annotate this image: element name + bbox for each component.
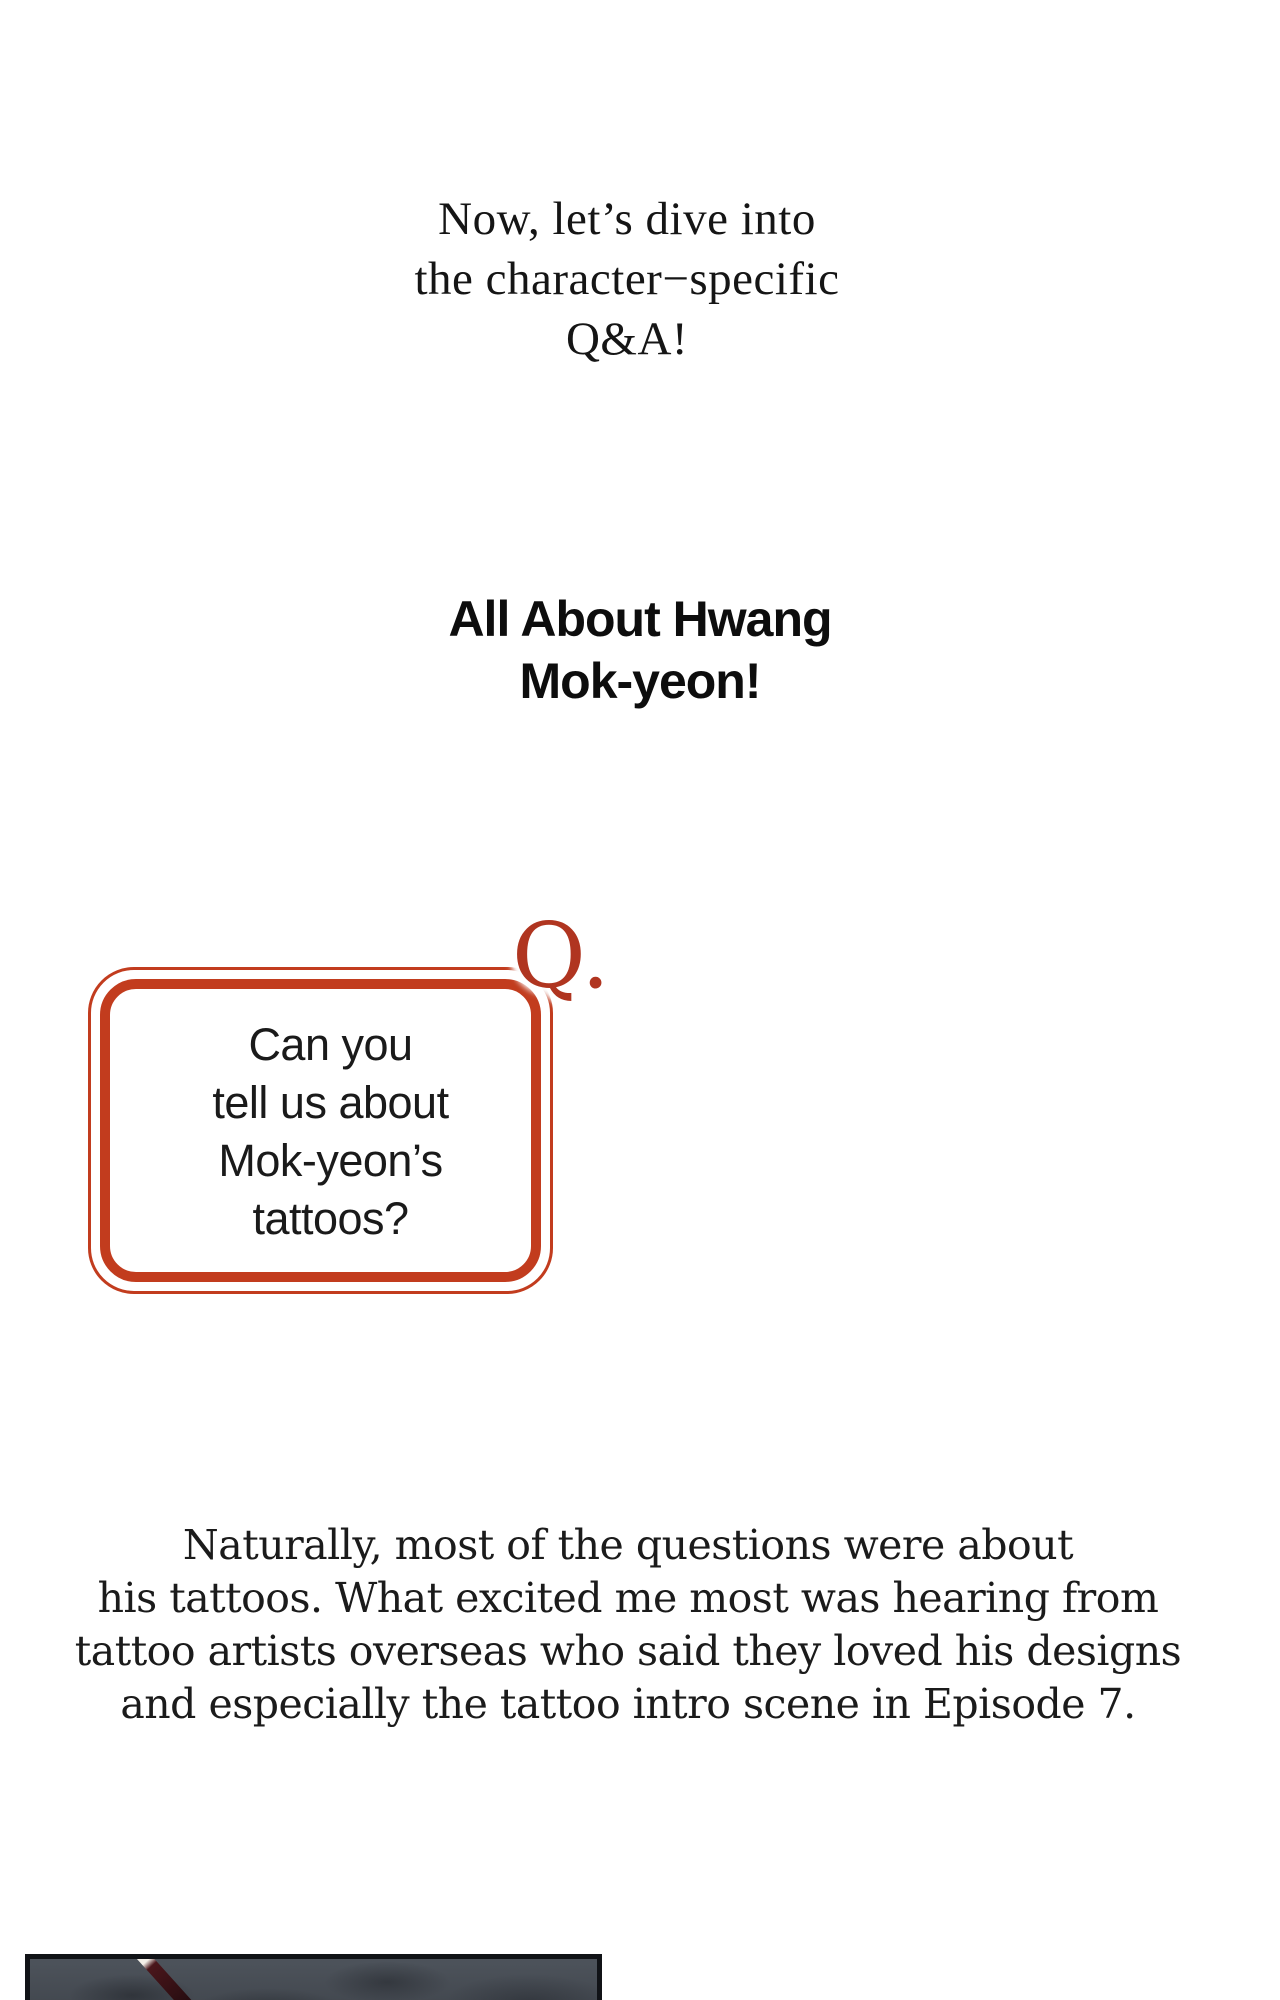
intro-text [0,189,1267,369]
answer-line-2: his tattoos. What excited me most was hearing from [97,1574,1159,1622]
answer-line-1: Naturally, most of the questions were about [182,1521,1074,1569]
question-line-1: Can you [248,1019,413,1070]
intro-line-1: Now, let’s dive into [438,193,816,245]
answer-line-4: and especially the tattoo intro scene in Episode 7. [120,1680,1136,1728]
question-text [101,1016,560,1248]
question-line-2: tell us about [212,1077,449,1128]
question-line-4: tattoos? [252,1193,409,1244]
section-title-line-1: All About Hwang [448,591,832,647]
bottom-artwork-panel [25,1954,602,2000]
question-marker: Q. [512,904,610,1009]
section-title-line-2: Mok-yeon! [519,653,761,709]
intro-line-2: the character−specific [414,253,840,305]
answer-line-3: tattoo artists overseas who said they loved his designs [74,1627,1182,1675]
intro-line-3: Q&A! [565,313,689,365]
question-line-3: Mok-yeon’s [218,1135,443,1186]
question-box [88,967,553,1294]
section-title [0,588,1280,712]
tattoo-machine-needle [134,1954,201,2000]
answer-text [0,1519,1268,1731]
